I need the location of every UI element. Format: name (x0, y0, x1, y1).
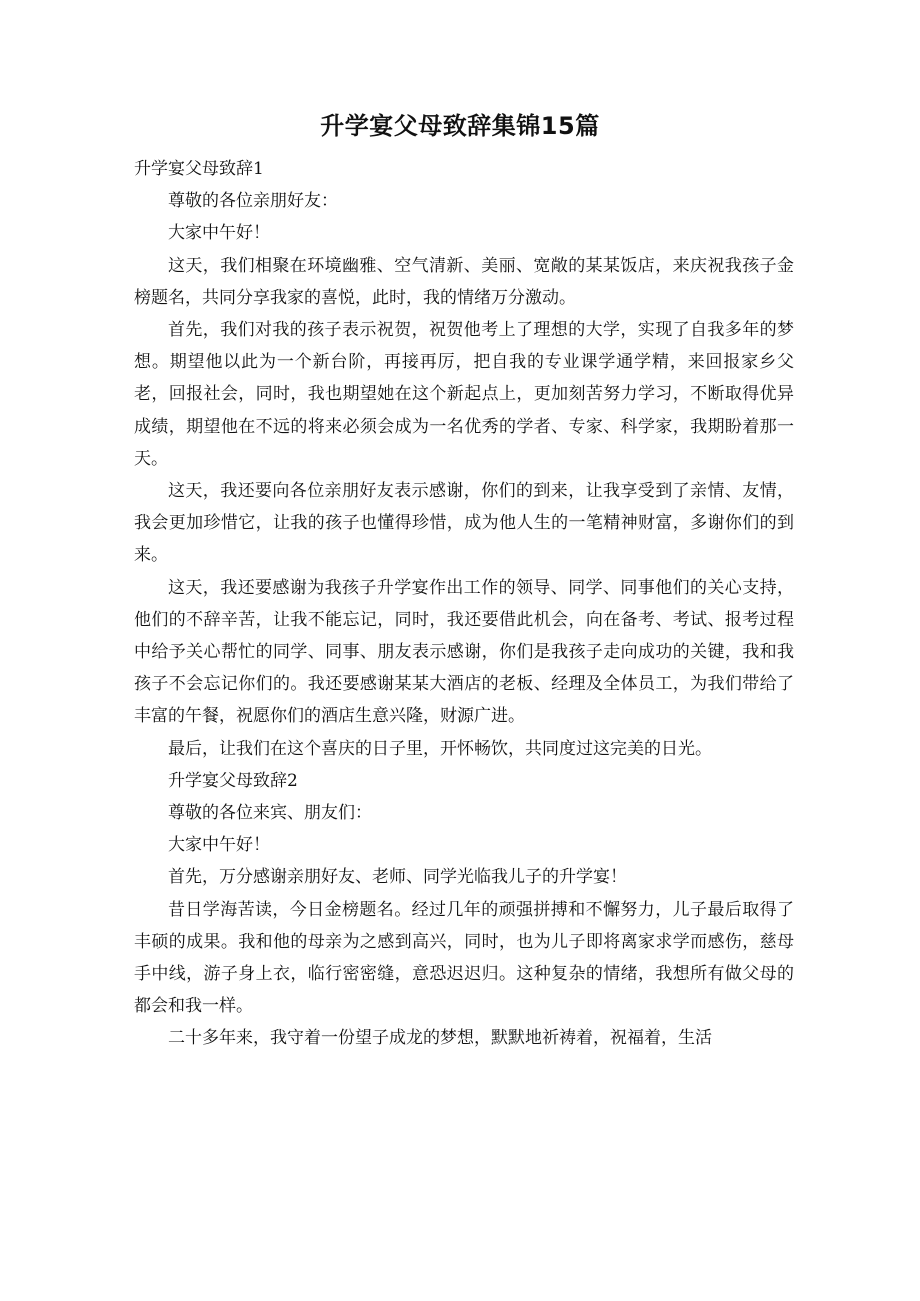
body-paragraph: 这天，我们相聚在环境幽雅、空气清新、美丽、宽敞的某某饭店，来庆祝我孩子金榜题名，共同分享我家的喜悦，此时，我的情绪万分激动。 (134, 255, 794, 308)
section-heading: 升学宴父母致辞2 (168, 770, 298, 791)
body-paragraph: 这天，我还要感谢为我孩子升学宴作出工作的领导、同学、同事他们的关心支持，他们的不辞辛苦，让我不能忘记，同时，我还要借此机会，向在备考、考试、报考过程中给予关心帮忙的同学、同事、朋友表示感谢，你们是我孩子走向成功的关键，我和我孩子不会忘记你们的。我还要感谢某某大酒店的老板、经理及全体员工，为我们带给了丰富的午餐，祝愿你们的酒店生意兴隆，财源广进。 (134, 577, 794, 727)
greeting: 大家中午好！ (168, 835, 270, 856)
body-paragraph: 最后，让我们在这个喜庆的日子里，开怀畅饮，共同度过这完美的日光。 (168, 738, 712, 759)
body-paragraph: 首先，万分感谢亲朋好友、老师、同学光临我儿子的升学宴！ (168, 867, 627, 888)
document-body (134, 153, 794, 1055)
body-paragraph: 昔日学海苦读，今日金榜题名。经过几年的顽强拼搏和不懈努力，儿子最后取得了丰硕的成果。我和他的母亲为之感到高兴，同时，也为儿子即将离家求学而感伤，慈母手中线，游子身上衣，临行密密缝，意恐迟迟归。这种复杂的情绪，我想所有做父母的都会和我一样。 (134, 899, 794, 1017)
body-paragraph: 二十多年来，我守着一份望子成龙的梦想，默默地祈祷着，祝福着，生活 (168, 1028, 712, 1049)
body-paragraph: 首先，我们对我的孩子表示祝贺，祝贺他考上了理想的大学，实现了自我多年的梦想。期望他以此为一个新台阶，再接再厉，把自我的专业课学通学精，来回报家乡父老，回报社会，同时，我也期望她在这个新起点上，更加刻苦努力学习，不断取得优异成绩，期望他在不远的将来必须会成为一名优秀的学者、专家、科学家，我期盼着那一天。 (134, 320, 794, 469)
salutation: 尊敬的各位亲朋好友： (168, 191, 338, 212)
document-title: 升学宴父母致辞集锦15篇 (320, 112, 600, 140)
body-paragraph: 这天，我还要向各位亲朋好友表示感谢，你们的到来，让我享受到了亲情、友情，我会更加珍惜它，让我的孩子也懂得珍惜，成为他人生的一笔精神财富，多谢你们的到来。 (134, 481, 794, 566)
greeting: 大家中午好！ (168, 223, 270, 244)
salutation: 尊敬的各位来宾、朋友们： (168, 803, 372, 824)
section-heading: 升学宴父母致辞1 (134, 159, 264, 179)
